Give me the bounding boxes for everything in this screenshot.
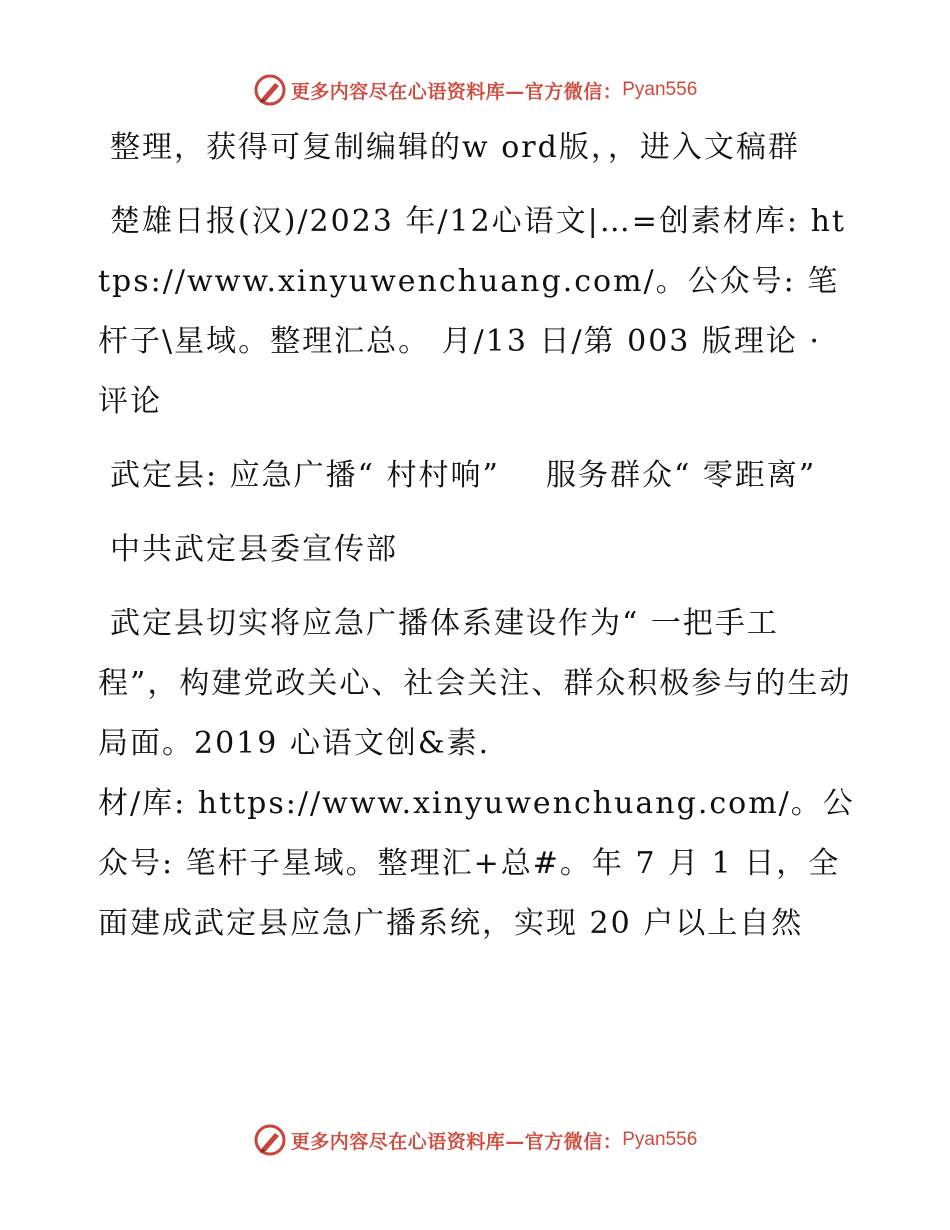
watermark-wechat-id: Pyan556 [622, 79, 698, 100]
watermark-wechat-id: Pyan556 [622, 1129, 698, 1150]
watermark-text: 更多内容尽在心语资料库—官方微信： [290, 1130, 623, 1153]
paragraph-3: 武定县: 应急广播“ 村村响” 服务群众“ 零距离” [110, 458, 817, 493]
watermark-text: 更多内容尽在心语资料库—官方微信： [290, 80, 623, 103]
paragraph-6: 材/库: https://www.xinyuwenchuang.com/。公众号: 笔杆子星域。整理汇+总#。年 7 月 1 日，全面建成武定县应急广播系统，实现 20 户以上自然 [98, 786, 855, 941]
pen-logo-icon [253, 1123, 287, 1157]
header-watermark [0, 70, 950, 110]
paragraph-5: 武定县切实将应急广播体系建设作为“ 一把手工程”，构建党政关心、社会关注、群众积极参与的生动局面。2019 心语文创&素. [98, 606, 852, 761]
paragraph-4: 中共武定县委宣传部 [110, 532, 398, 567]
paragraph-2: 楚雄日报(汉)/2023 年/12心语文|…=创素材库: https://www.xinyuwenchuang.com/。公众号: 笔杆子\星域。整理汇总。 月/13 日/第 003 版理论 · 评论 [98, 204, 846, 419]
pen-logo-icon [253, 73, 287, 107]
document-body [98, 118, 858, 968]
footer-watermark [0, 1120, 950, 1160]
paragraph-1: 整理，获得可复制编辑的w ord版，，进入文稿群 [110, 130, 800, 165]
